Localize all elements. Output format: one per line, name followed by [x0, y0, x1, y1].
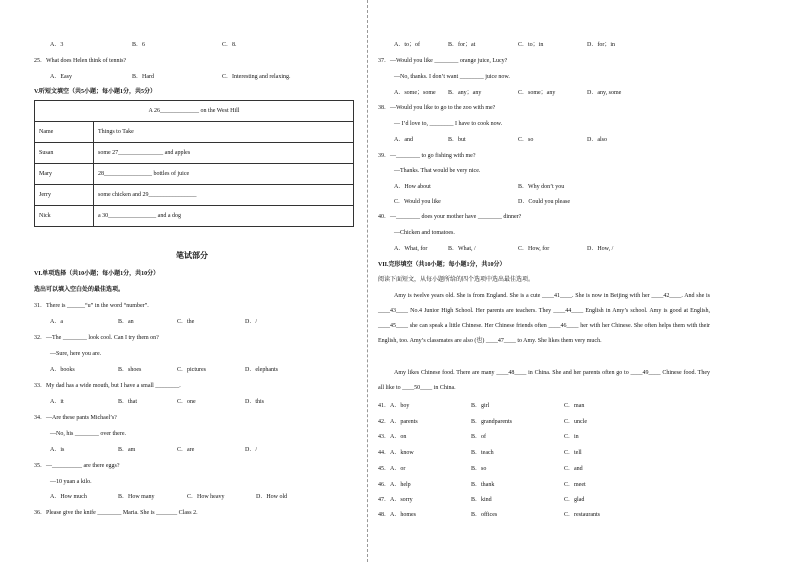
table-cell: Jerry [35, 185, 94, 206]
table-row [35, 164, 354, 185]
option: B．Hard [132, 74, 154, 80]
question-39: 39．—________ to go fishing with me? [378, 153, 476, 159]
option: D．How, / [587, 246, 614, 252]
option: B．What, / [448, 246, 476, 252]
option: C．How heavy [187, 494, 225, 500]
option: A．How about [394, 184, 431, 190]
option: A．How much [50, 494, 87, 500]
option: D．this [245, 399, 265, 405]
question-39-reply: —Thanks. That would be very nice. [394, 168, 481, 174]
option: B．girl [471, 403, 490, 409]
option: C．are [177, 447, 195, 453]
option: D．How old [256, 494, 288, 500]
fill-table [34, 100, 354, 227]
option: C．How, for [518, 246, 550, 252]
question-33: 33．My dad has a wide mouth, but I have a small ________. [34, 383, 181, 389]
table-cell: Things to Take [94, 122, 354, 143]
option: B．an [118, 319, 134, 325]
option: C．pictures [177, 367, 206, 373]
option: C．8. [222, 42, 237, 48]
option: B．any；any [448, 90, 482, 96]
option: 45．A．or [378, 466, 406, 472]
option: 46．A．help [378, 482, 411, 488]
written-section-title: 笔试部分 [176, 251, 208, 260]
question-32: 32．—The ________ look cool. Can I try them on? [34, 335, 159, 341]
option: 43．A．on [378, 434, 407, 440]
section-5-title: V.听短文填空（共5小题；每小题1分，共5分） [34, 89, 157, 95]
table-row [35, 122, 354, 143]
question-38: 38．—Would you like to go to the zoo with me? [378, 105, 496, 111]
option: B．offices [471, 512, 498, 518]
option: A．Easy [50, 74, 72, 80]
option: C．so [518, 137, 534, 143]
section-6-instruction: 选出可以填入空白处的最佳选项。 [34, 287, 125, 293]
option: B．that [118, 399, 137, 405]
table-row [35, 185, 354, 206]
option: 48．A．homes [378, 512, 416, 518]
option: 44．A．know [378, 450, 414, 456]
option: D．also [587, 137, 607, 143]
section-6-title: VI.单项选择（共10小题；每小题1分，共10分） [34, 271, 160, 277]
option: C．uncle [564, 419, 587, 425]
question-32-reply: —Sure, here you are. [50, 351, 102, 357]
table-cell: Name [35, 122, 94, 143]
option: D．/ [245, 319, 258, 325]
option: 42．A．parents [378, 419, 418, 425]
question-40-reply: —Chicken and tomatoes. [394, 230, 455, 236]
option: 47．A．sorry [378, 497, 413, 503]
option: D．/ [245, 447, 258, 453]
table-cell: some chicken and 29________________ [94, 185, 354, 206]
question-38-reply: — I’d love to, ________ I have to cook now. [394, 121, 503, 127]
question-37-reply: —No, thanks. I don’t want ________ juice now. [394, 74, 510, 80]
table-cell: Mary [35, 164, 94, 185]
option: C．to；in [518, 42, 544, 48]
option: C．glad [564, 497, 585, 503]
option: B．am [118, 447, 136, 453]
option: B．Why don’t you [518, 184, 565, 190]
question-35: 35．—__________ are there eggs? [34, 463, 120, 469]
option: A．books [50, 367, 75, 373]
passage-paragraph-1: Amy is twelve years old. She is from England. She is a cute ____41____. She is now in Beijing with her ____42____. And she is ____43____ No.4 Junior High School. Her parents are teachers. They ____44____ English in Amy’s school. Amy is good at English, ____45____ she can speak a little Chinese. Her Chinese friends often ____46____ her with her Chinese. She often helps them with their English, too. Amy’s classmates are also (也) ____47____ to Amy. She likes them very much. [378, 293, 710, 344]
question-31: 31．There is ______“u” in the word “number”. [34, 303, 149, 309]
table-cell: some 27_______________ and apples [94, 143, 354, 164]
option: B．shoes [118, 367, 142, 373]
option: D．Could you please [518, 199, 570, 205]
option: B．thank [471, 482, 495, 488]
option: C．man [564, 403, 585, 409]
option: B．so [471, 466, 487, 472]
option: B．teach [471, 450, 494, 456]
table-row [35, 143, 354, 164]
option: A．it [50, 399, 64, 405]
option: 41．A．boy [378, 403, 410, 409]
section-7-instruction: 阅读下面短文，从每小题所给的四个选项中选出最佳选项。 [378, 277, 535, 283]
question-35-reply: —10 yuan a kilo. [50, 479, 92, 485]
table-row [35, 206, 354, 227]
option: D．any, some [587, 90, 622, 96]
option: A．What, for [394, 246, 428, 252]
question-34-reply: —No, his ________ over there. [50, 431, 126, 437]
option: B．6 [132, 42, 146, 48]
table-cell: Nick [35, 206, 94, 227]
option: D．elephants [245, 367, 278, 373]
option: C．in [564, 434, 579, 440]
question-25: 25．What does Helen think of tennis? [34, 58, 127, 64]
option: C．some；any [518, 90, 556, 96]
option: A．a [50, 319, 63, 325]
section-7-title: VII.完形填空（共10小题；每小题1分，共10分） [378, 262, 506, 268]
option: C．Interesting and relaxing. [222, 74, 291, 80]
passage-paragraph-2: Amy likes Chinese food. There are many ____48____ in China. She and her parents often go to ____49____ Chinese food. They all like to ____50____ in China. [378, 370, 710, 391]
option: A．some；some [394, 90, 436, 96]
column-divider [367, 0, 368, 562]
option: B．of [471, 434, 487, 440]
option: B．but [448, 137, 466, 143]
table-header-cell: A 26_____________ on the West Hill [35, 101, 354, 122]
option: C．tell [564, 450, 582, 456]
option: B．kind [471, 497, 492, 503]
table-cell: a 30________________ and a dog [94, 206, 354, 227]
option: D．for；in [587, 42, 615, 48]
question-37: 37．—Would you like ________ orange juice, Lucy? [378, 58, 508, 64]
table-cell: 28________________ bottles of juice [94, 164, 354, 185]
option: B．for；at [448, 42, 476, 48]
option: A．and [394, 137, 413, 143]
option: C．the [177, 319, 195, 325]
option: C．restaurants [564, 512, 600, 518]
option: A．to；of [394, 42, 420, 48]
option: C．and [564, 466, 583, 472]
question-36: 36．Please give the knife ________ Maria. She is _______ Class 2. [34, 510, 198, 516]
option: A．is [50, 447, 65, 453]
option: B．grandparents [471, 419, 512, 425]
option: C．Would you like [394, 199, 441, 205]
option: C．one [177, 399, 196, 405]
question-40: 40．—________ does your mother have ________ dinner? [378, 214, 522, 220]
question-34: 34．—Are these pants Michael’s? [34, 415, 117, 421]
option: B．How many [118, 494, 155, 500]
option: A．3 [50, 42, 64, 48]
table-cell: Susan [35, 143, 94, 164]
option: C．meet [564, 482, 586, 488]
table-header-row [35, 101, 354, 122]
